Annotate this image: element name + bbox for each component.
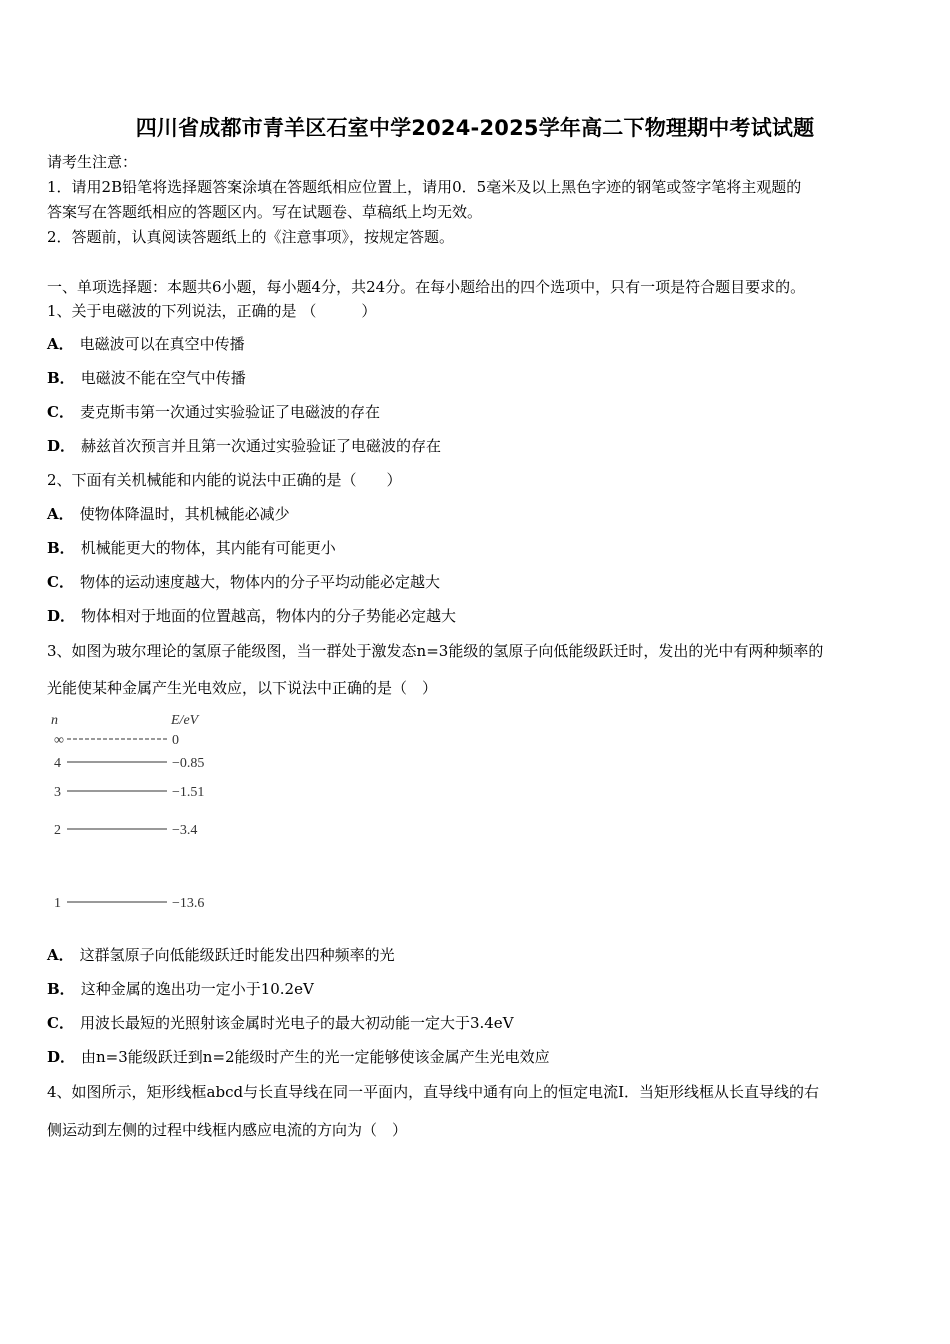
option-text: 这群氢原子向低能级跃迁时能发出四种频率的光 [79, 946, 395, 964]
q2-stem: 2、下面有关机械能和内能的说法中正确的是（ ） [47, 471, 402, 489]
level-n-label: 1 [54, 896, 61, 911]
level-n-label: 4 [54, 756, 61, 771]
level-energy-label: −0.85 [172, 756, 205, 771]
option-text: 麦克斯韦第一次通过实验验证了电磁波的存在 [79, 403, 380, 421]
notice-item-1-line-2: 答案写在答题纸相应的答题区内。写在试题卷、草稿纸上均无效。 [47, 203, 483, 221]
q1-option-c [47, 402, 380, 422]
option-letter: C． [47, 403, 74, 421]
q1-stem: 1、关于电磁波的下列说法，正确的是 （ ） [47, 302, 377, 320]
q3-option-d [47, 1047, 550, 1067]
option-text: 用波长最短的光照射该金属时光电子的最大初动能一定大于3.4eV [79, 1014, 514, 1032]
option-text: 机械能更大的物体，其内能有可能更小 [80, 539, 336, 557]
energy-level-svg [45, 706, 235, 926]
option-letter: A． [47, 505, 74, 523]
notice-heading: 请考生注意： [47, 153, 138, 171]
q2-option-b [47, 538, 336, 558]
level-energy-label: −13.6 [172, 896, 205, 911]
q4-stem-line-2: 侧运动到左侧的过程中线框内感应电流的方向为（ ） [47, 1121, 408, 1139]
level-energy-label: −3.4 [172, 823, 198, 838]
option-letter: B． [47, 539, 75, 557]
option-letter: A． [47, 335, 74, 353]
option-text: 物体相对于地面的位置越高，物体内的分子势能必定越大 [81, 607, 457, 625]
q3-option-a [47, 945, 395, 965]
level-n-label: 3 [54, 785, 61, 800]
q2-option-d [47, 606, 456, 626]
q4-stem-line-1: 4、如图所示，矩形线框abcd与长直导线在同一平面内，直导线中通有向上的恒定电流I．当矩形线框从长直导线的右 [47, 1083, 820, 1101]
option-text: 使物体降温时，其机械能必减少 [79, 505, 290, 523]
q2-option-a [47, 504, 290, 524]
option-letter: C． [47, 573, 74, 591]
energy-level-diagram [45, 706, 235, 926]
level-n-label: ∞ [54, 733, 64, 748]
q3-stem-line-2: 光能使某种金属产生光电效应，以下说法中正确的是（ ） [47, 679, 438, 697]
option-text: 电磁波可以在真空中传播 [79, 335, 245, 353]
option-letter: D． [47, 437, 76, 455]
option-text: 电磁波不能在空气中传播 [80, 369, 246, 387]
option-letter: D． [47, 1048, 76, 1066]
page-title: 四川省成都市青羊区石室中学2024-2025学年高二下物理期中考试试题 [135, 116, 815, 140]
q3-option-c [47, 1013, 514, 1033]
option-letter: B． [47, 369, 75, 387]
option-letter: B． [47, 980, 75, 998]
option-text: 这种金属的逸出功一定小于10.2eV [80, 980, 314, 998]
option-text: 物体的运动速度越大，物体内的分子平均动能必定越大 [79, 573, 440, 591]
level-energy-label: −1.51 [172, 785, 205, 800]
q1-option-b [47, 368, 246, 388]
option-text: 由n=3能级跃迁到n=2能级时产生的光一定能够使该金属产生光电效应 [81, 1048, 550, 1066]
level-n-label: 2 [54, 823, 61, 838]
q1-option-a [47, 334, 245, 354]
q1-option-d [47, 436, 441, 456]
energy-axis-label: E/eV [171, 713, 199, 728]
section-1-header: 一、单项选择题：本题共6小题，每小题4分，共24分。在每小题给出的四个选项中，只有一项是符合题目要求的。 [47, 278, 806, 296]
q3-option-b [47, 979, 314, 999]
notice-item-2: 2．答题前，认真阅读答题纸上的《注意事项》，按规定答题。 [47, 228, 455, 246]
option-text: 赫兹首次预言并且第一次通过实验验证了电磁波的存在 [81, 437, 442, 455]
option-letter: C． [47, 1014, 74, 1032]
q3-stem-line-1: 3、如图为玻尔理论的氢原子能级图，当一群处于激发态n=3能级的氢原子向低能级跃迁时，发出的光中有两种频率的 [47, 642, 824, 660]
q2-option-c [47, 572, 440, 592]
energy-levels [54, 733, 204, 911]
option-letter: A． [47, 946, 74, 964]
option-letter: D． [47, 607, 76, 625]
notice-item-1-line-1: 1．请用2B铅笔将选择题答案涂填在答题纸相应位置上，请用0．5毫米及以上黑色字迹的钢笔或签字笔将主观题的 [47, 178, 802, 196]
level-energy-label: 0 [172, 733, 179, 748]
n-axis-label: n [51, 713, 58, 728]
